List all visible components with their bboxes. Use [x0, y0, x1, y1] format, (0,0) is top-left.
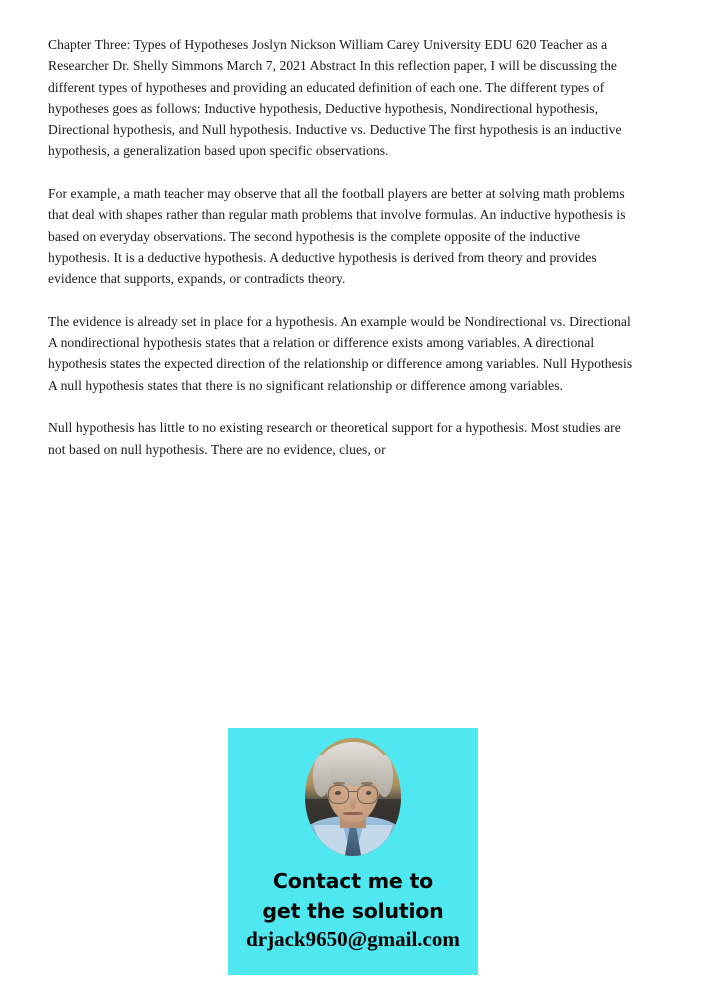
contact-card: [228, 728, 478, 975]
portrait-hair-right: [376, 755, 393, 797]
portrait-nose: [350, 795, 357, 809]
contact-card-headline: [228, 866, 478, 926]
glasses-lens-right-icon: [357, 785, 378, 804]
glasses-bridge-icon: [348, 791, 358, 792]
avatar: [305, 738, 401, 856]
glasses-lens-left-icon: [328, 785, 349, 804]
headline-line-1: Contact me to: [272, 869, 434, 893]
portrait-mouth: [343, 812, 362, 815]
paragraph-1: Chapter Three: Types of Hypotheses Joslyn Nickson William Carey University EDU 620 Teacher as a Researcher Dr. Shelly Simmons March 7, 2021 Abstract In this reflection paper, I will be discussing the different types of hypotheses and providing an educated definition of each one. The different types of hypotheses goes as follows: Inductive hypothesis, Deductive hypothesis, Nondirectional hypothesis, Directional hypothesis, and Null hypothesis. Inductive vs. Deductive The first hypothesis is an inductive hypothesis, a generalization based upon specific observations.: [48, 37, 626, 159]
document-text-body: [48, 34, 640, 460]
paragraph-3: The evidence is already set in place for a hypothesis. An example would be Nondirectional vs. Directional A nondirectional hypothesis states that a relation or difference exists among variables. A directional hypothesis states the expected direction of the relationship or difference among variables. Null Hypothesis A null hypothesis states that there is no significant relationship or difference among variables.: [48, 313, 635, 393]
paragraph-2: For example, a math teacher may observe that all the football players are better at solving math problems that deal with shapes rather than regular math problems that involve formulas. An inductive hypothesis is based on everyday observations. The second hypothesis is the complete opposite of the inductive hypothesis. It is a deductive hypothesis. A deductive hypothesis is derived from theory and provides evidence that supports, expands, or contradicts theory.: [48, 186, 630, 287]
contact-email: drjack9650@gmail.com: [246, 927, 460, 951]
portrait-photo: [305, 738, 401, 856]
headline-line-2: get the solution: [262, 899, 444, 923]
paragraph-4: Null hypothesis has little to no existing research or theoretical support for a hypothesis. Most studies are not based on null hypothesis. There are no evidence, clues, or: [48, 420, 625, 457]
